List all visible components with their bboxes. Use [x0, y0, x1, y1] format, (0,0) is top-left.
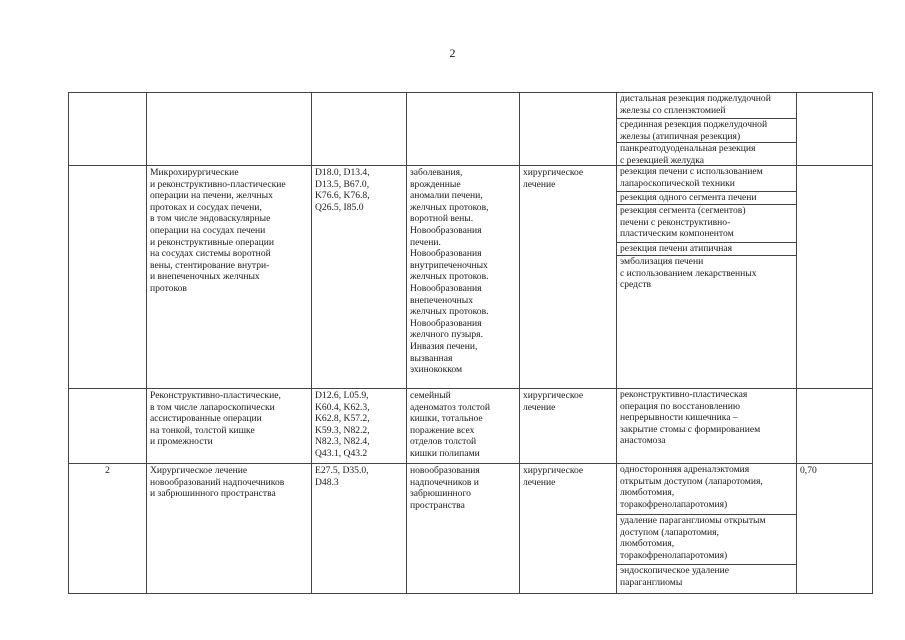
patient-model-cell: новообразования надпочечников и забрюшинного пространства [406, 463, 519, 593]
row-number-cell: 2 [69, 463, 146, 593]
icd-codes-cell: E27.5, D35.0, D48.3 [311, 463, 406, 593]
patient-model-cell [406, 92, 519, 165]
treatment-method-item: панкреатодуоденальная резекция с резекцией желудка [617, 142, 796, 165]
medical-care-table [68, 92, 873, 594]
treatment-methods-cell [616, 92, 796, 165]
treatment-type-cell [519, 92, 616, 165]
icd-codes-cell [311, 92, 406, 165]
cost-cell [796, 165, 872, 388]
treatment-method-item: дистальная резекция поджелудочной железы со спленэктомией [620, 93, 771, 116]
icd-codes-cell: D18.0, D13.4, D13.5, B67.0, K76.6, K76.8, Q26.5, I85.0 [311, 165, 406, 388]
row-number-cell [69, 92, 146, 165]
treatment-method-item: эмболизация печени с использованием лекарственных средств [617, 255, 796, 388]
treatment-method-item: реконструктивно-пластическая операция по восстановлению непрерывности кишечника – закрытие стомы с формированием анастомоза [620, 389, 761, 447]
treatment-method-item: резекция печени с использованием лапароскопической техники [620, 166, 763, 189]
icd-codes-cell: D12.6, L05.9, K60.4, K62.3, K62.8, K57.2, K59.3, N82.2, N82.3, N82.4, Q43.1, Q43.2 [311, 388, 406, 463]
cost-cell: 0,70 [796, 463, 872, 593]
treatment-type-cell: хирургическое лечение [519, 463, 616, 593]
page-number: 2 [449, 46, 456, 60]
row-number-cell [69, 165, 146, 388]
treatment-methods-cell [616, 388, 796, 463]
care-type-cell: Микрохирургические и реконструктивно-пластические операции на печени, желчных протоках и сосудах печени, в том числе эндоваскулярные операции на сосудах печени и реконструктивные операции на сосудах системы воротной вены, стентирование внутри- и внепеченочных желчных протоков [146, 165, 311, 388]
patient-model-cell: заболевания, врожденные аномалии печени, желчных протоков, воротной вены. Новообразования печени. Новообразования внутрипеченочных желчных протоков. Новообразования внепеченочных желчных протоков. Новообразования желчного пузыря. Инвазия печени, вызванная эхинококком [406, 165, 519, 388]
cost-cell [796, 92, 872, 165]
treatment-methods-cell [616, 463, 796, 593]
treatment-method-item: резекция печени атипичная [617, 242, 796, 255]
treatment-method-item: резекция сегмента (сегментов) печени с реконструктивно- пластическим компонентом [617, 204, 796, 242]
cost-cell [796, 388, 872, 463]
treatment-method-item: резекция одного сегмента печени [617, 191, 796, 204]
row-number-cell [69, 388, 146, 463]
patient-model-cell: семейный аденоматоз толстой кишки, тотальное поражение всех отделов толстой кишки полипами [406, 388, 519, 463]
treatment-type-cell: хирургическое лечение [519, 165, 616, 388]
care-type-cell: Хирургическое лечение новообразований надпочечников и забрюшинного пространства [146, 463, 311, 593]
treatment-method-item: эндоскопическое удаление параганглиомы [617, 564, 796, 593]
care-type-cell: Реконструктивно-пластические, в том числе лапароскопически ассистированные операции на тонкой, толстой кишке и промежности [146, 388, 311, 463]
care-type-cell [146, 92, 311, 165]
treatment-method-item: односторонняя адреналэктомия открытым доступом (лапаротомия, люмботомия, торакофренолапаротомия) [620, 464, 763, 510]
treatment-methods-cell [616, 165, 796, 388]
treatment-method-item: удаление параганглиомы открытым доступом (лапаротомия, люмботомия, торакофренолапаротомия) [617, 514, 796, 564]
treatment-type-cell: хирургическое лечение [519, 388, 616, 463]
treatment-method-item: срединная резекция поджелудочной железы (атипичная резекция) [617, 118, 796, 142]
